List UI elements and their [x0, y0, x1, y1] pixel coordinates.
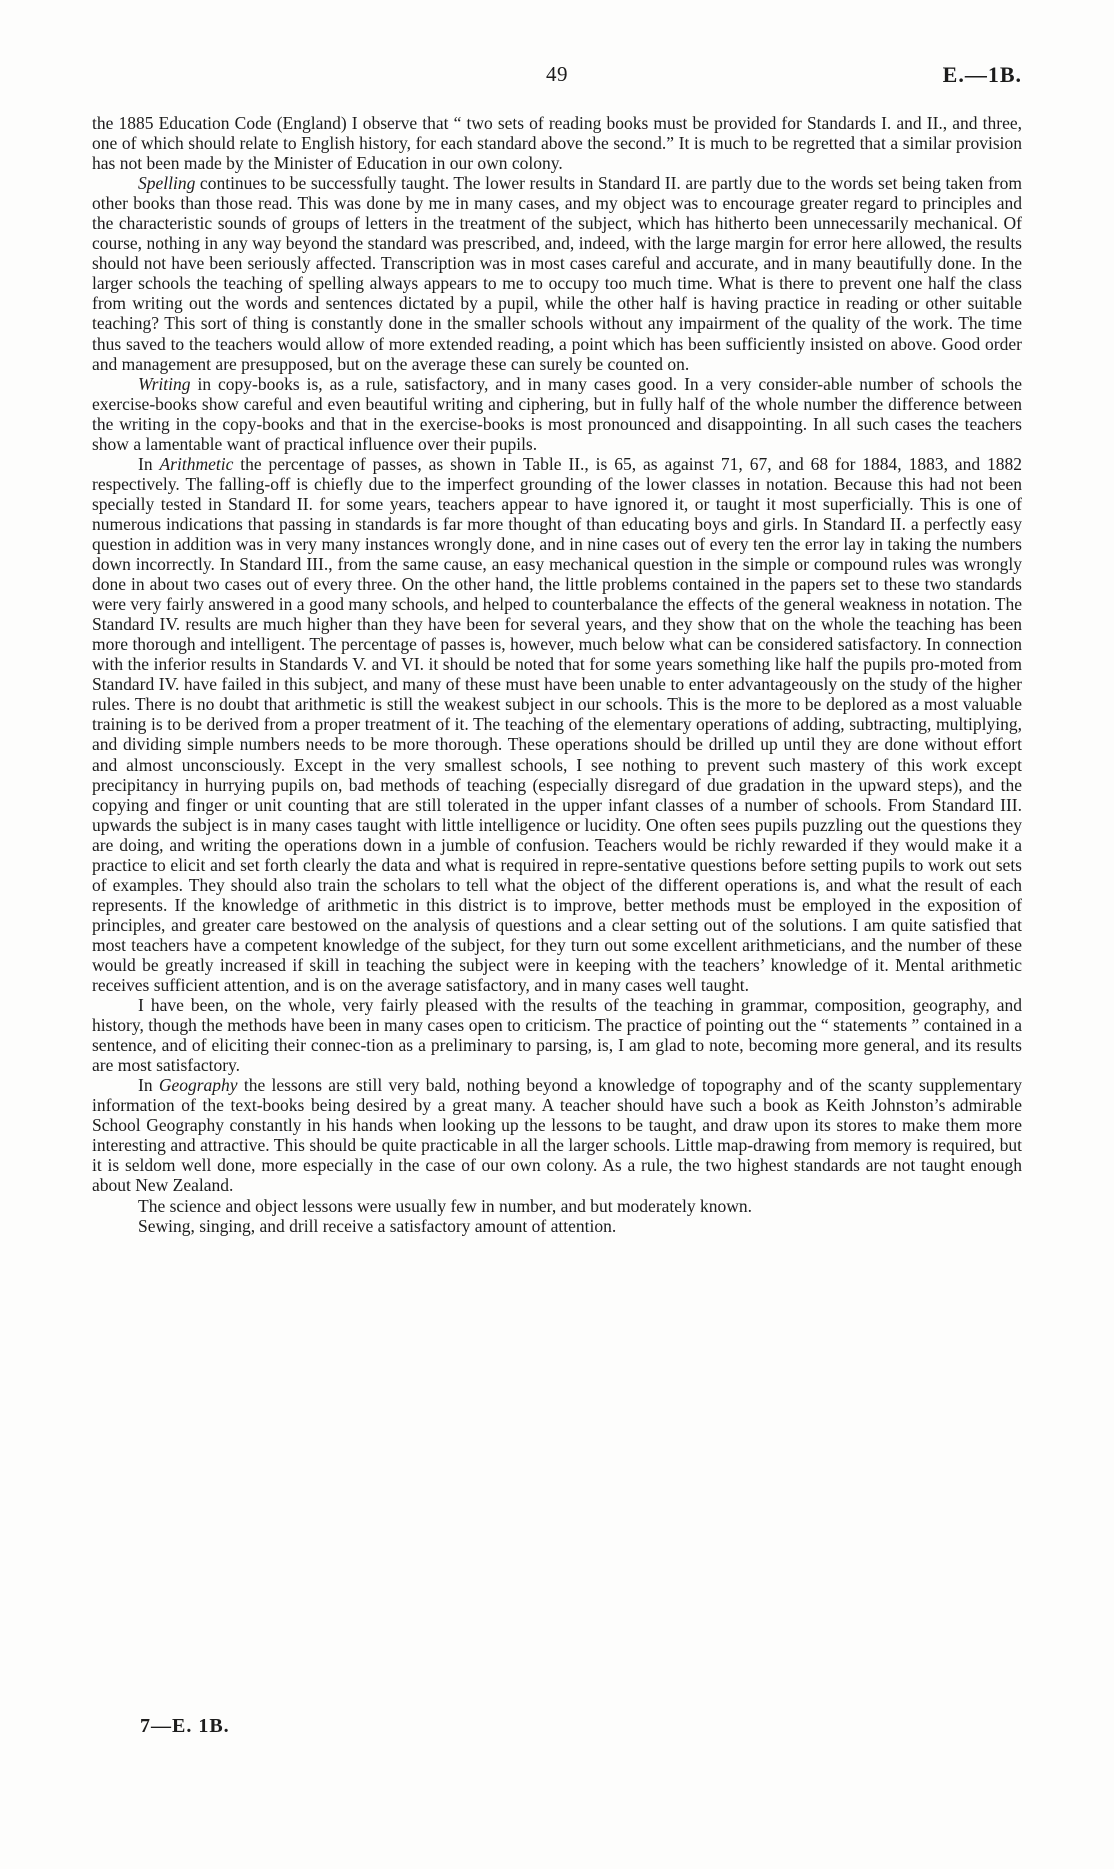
paragraph-text: in copy-books is, as a rule, satisfactory, and in many cases good. In a very consider-able number of schools the exercise-books show careful and even beautiful writing and ciphering, but in fully half of the whole number the difference between the writing in the copy-books and that in the exercise-books is most pronounced and disappointing. In all such cases the teachers show a lamentable want of practical influence over their pupils. [92, 373, 1022, 454]
paragraph-writing [92, 374, 1022, 454]
document-reference: E.—1B. [942, 62, 1022, 87]
signature-mark: 7—E. 1B. [140, 1715, 230, 1737]
report-body [92, 113, 1022, 1236]
page-number: 49 [546, 62, 568, 86]
paragraph-geography [92, 1075, 1022, 1195]
paragraph-text: the lessons are still very bald, nothing beyond a knowledge of topography and of the scanty supplementary information of the text-books being desired by a great many. A teacher should have such a book as Keith Johnston’s admirable School Geography constantly in his hands when looking up the lessons to be taught, and draw upon its stores to make them more interesting and attractive. This should be quite practicable in all the larger schools. Little map-drawing from memory is required, but it is seldom well done, more especially in the case of our own colony. As a rule, the two highest standards are not taught enough about New Zealand. [92, 1075, 1022, 1196]
paragraph-prefix: In [138, 1075, 159, 1096]
paragraph-reading-books [92, 113, 1022, 173]
page-header [92, 62, 1022, 102]
paragraph-text: continues to be successfully taught. The lower results in Standard II. are partly due to the words set being taken from other books than those read. This was done by me in many cases, and my object was to encourage greater regard to principles and the characteristic sounds of groups of letters in the treatment of the subject, which has hitherto been unnecessarily mechanical. Of course, nothing in any way beyond the standard was prescribed, and, indeed, with the large margin for error here allowed, the results should not have been seriously affected. Transcription was in most cases careful and accurate, and in many beautifully done. In the larger schools the teaching of spelling always appears to me to occupy too much time. What is there to prevent one half the class from writing out the words and sentences dictated by a pupil, while the other half is having practice in reading or other suitable teaching? This sort of thing is constantly done in the smaller schools without any impairment of the quality of the work. The time thus saved to the teachers would allow of more extended reading, a point which has been sufficiently insisted on above. Good order and management are presupposed, but on the average these can surely be counted on. [92, 173, 1022, 374]
paragraph-text: I have been, on the whole, very fairly pleased with the results of the teaching in grammar, composition, geography, and history, though the methods have been in many cases open to criticism. The practice of pointing out the “ statements ” contained in a sentence, and of eliciting their connec-tion as a preliminary to parsing, is, I am glad to note, becoming more general, and its results are most satisfactory. [92, 995, 1022, 1076]
paragraph-text: the 1885 Education Code (England) I observe that “ two sets of reading books must be provided for Standards I. and II., and three, one of which should relate to English history, for each standard above the second.” It is much to be regretted that a similar provision has not been made by the Minister of Education in our own colony. [92, 113, 1022, 174]
paragraph-grammar [92, 995, 1022, 1075]
subject-heading-arithmetic: Arithmetic [159, 453, 234, 474]
paragraph-arithmetic [92, 454, 1022, 995]
paragraph-spelling [92, 173, 1022, 373]
paragraph-prefix: In [138, 453, 160, 474]
subject-heading-spelling: Spelling [138, 173, 196, 194]
closing-line-science: The science and object lessons were usually few in number, and but moderately known. [138, 1195, 753, 1216]
subject-heading-writing: Writing [138, 373, 191, 394]
paragraph-text: the percentage of passes, as shown in Table II., is 65, as against 71, 67, and 68 for 1884, 1883, and 1882 respectively. The falling-off is chiefly due to the imperfect grounding of the lower classes in notation. Because this had not been specially tested in Standard II. for some years, teachers appear to have ignored it, or taught it most superficially. This is one of numerous indications that passing in standards is far more thought of than educating boys and girls. In Standard II. a perfectly easy question in addition was in very many instances wrongly done, and in nine cases out of every ten the error lay in taking the numbers down incorrectly. In Standard III., from the same cause, an easy mechanical question in the simple or compound rules was wrongly done in about two cases out of every three. On the other hand, the little problems contained in the papers set to these two standards were very fairly answered in a good many schools, and helped to counterbalance the effects of the general weakness in notation. The Standard IV. results are much higher than they have been for several years, and they show that on the whole the teaching has been more thorough and intelligent. The percentage of passes is, however, much below what can be considered satisfactory. In connection with the inferior results in Standards V. and VI. it should be noted that for some years something like half the pupils pro-moted from Standard IV. have failed in this subject, and many of these must have been unable to enter advantageously on the study of the higher rules. There is no doubt that arithmetic is still the weakest subject in our schools. This is the more to be deplored as a most valuable training is to be derived from a proper treatment of it. The teaching of the elementary operations of adding, subtracting, multiplying, and dividing simple numbers needs to be more thorough. These operations should be drilled up until they are done without effort and almost unconsciously. Except in the very smallest schools, I see nothing to prevent such mastery of this work except precipitancy in hurrying pupils on, bad methods of teaching (especially disregard of due gradation in the upward steps), and the copying and finger or unit counting that are still tolerated in the upper infant classes of a number of schools. From Standard III. upwards the subject is in many cases taught with little intelligence or lucidity. One often sees pupils puzzling out the questions they are doing, and writing the operations down in a jumble of confusion. Teachers would be richly rewarded if they would make it a practice to elicit and set forth clearly the data and what is required in repre-sentative questions before setting pupils to work out sets of examples. They should also train the scholars to tell what the object of the different operations is, and what the result of each represents. If the knowledge of arithmetic in this district is to improve, better methods must be employed in the exposition of principles, and greater care bestowed on the analysis of questions and a clear setting out of the solutions. I am quite satisfied that most teachers have a competent knowledge of the subject, for they turn out some excellent arithmeticians, and the number of these would be greatly increased if skill in teaching the subject were in keeping with the teachers’ knowledge of it. Mental arithmetic receives sufficient attention, and is on the average satisfactory, and in many cases well taught. [92, 453, 1022, 996]
closing-remarks [92, 1196, 1022, 1236]
closing-line-sewing: Sewing, singing, and drill receive a satisfactory amount of attention. [138, 1215, 617, 1236]
subject-heading-geography: Geography [158, 1075, 238, 1096]
